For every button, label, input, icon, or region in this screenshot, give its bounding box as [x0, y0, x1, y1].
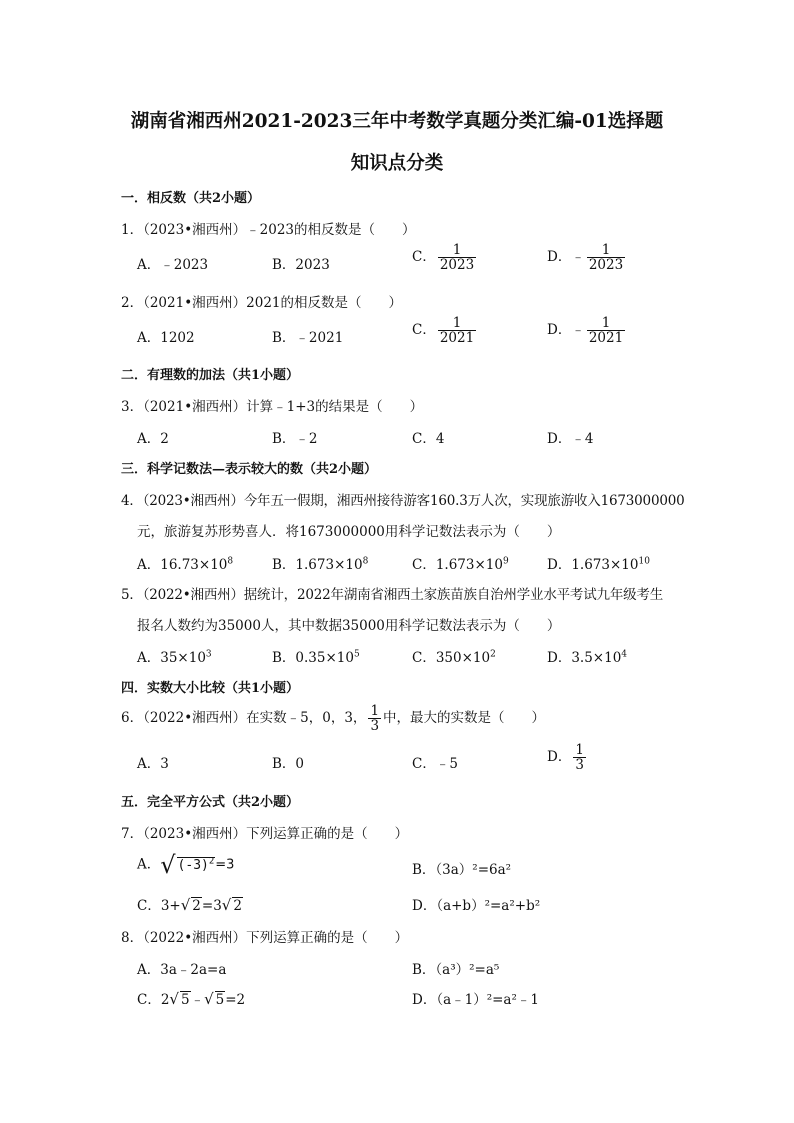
q4-option-d: D．$1.673\times 10^{10}$	[547, 556, 650, 573]
q1-option-a: A．﹣2023	[137, 257, 209, 273]
document-title-line1: 湖南省湘西州2021-2023三年中考数学真题分类汇编-01选择题	[130, 111, 664, 132]
q6-option-c: C．﹣5	[412, 756, 458, 772]
q2-option-b: B．﹣2021	[272, 330, 344, 346]
q8-option-c: C．2√ 5﹣√ 5=2	[137, 990, 246, 1008]
q4-option-b: B．$1.673\times 10^8$	[272, 556, 369, 573]
q8-option-d: D．（a﹣1）²=a²﹣1	[412, 992, 539, 1008]
q2-option-c: C． $\frac{1}{2021}$	[412, 315, 475, 347]
section-heading-1: 一．相反数（共2小题）	[121, 191, 261, 206]
q3-option-b: B．﹣2	[272, 431, 318, 447]
fraction: $\frac{1}{2021}$	[439, 315, 475, 347]
sqrt-icon: √	[169, 990, 179, 1008]
question-3-stem: 3．（2021•湘西州）计算﹣1+3的结果是（ ）	[121, 399, 424, 415]
q3-option-c: C．4	[412, 431, 445, 447]
section-heading-4: 四．实数大小比较（共1小题）	[121, 681, 300, 696]
q7-option-a: A．√ $(-3)^2=3$	[137, 851, 235, 879]
fraction: $\frac{1}{3}$	[575, 742, 584, 774]
q2-option-a: A．1202	[137, 330, 195, 346]
q5-option-a: A．$35\times 10^3$	[137, 649, 212, 666]
question-7-stem: 7．（2023•湘西州）下列运算正确的是（ ）	[121, 826, 409, 842]
question-5-stem-line2: 报名人数约为35000人，其中数据35000用科学记数法表示为（ ）	[137, 618, 561, 634]
q1-option-b: B．2023	[272, 257, 330, 273]
q1-option-c: C． $\frac{1}{2023}$	[412, 242, 475, 274]
q4-option-c: C．$1.673\times 10^9$	[412, 556, 509, 573]
sqrt-icon: √	[180, 896, 191, 914]
question-4-stem-line2: 元，旅游复苏形势喜人．将1673000000用科学记数法表示为（ ）	[137, 524, 561, 540]
q6-option-b: B．0	[272, 756, 305, 772]
q1-option-d: D．﹣ $\frac{1}{2023}$	[547, 242, 624, 274]
sqrt-icon: √	[160, 851, 176, 879]
fraction: $\frac{1}{3}$	[370, 703, 380, 735]
q6-option-a: A．3	[137, 756, 169, 772]
q7-option-c: C．3+√ 2=3√ 2	[137, 896, 242, 914]
q2-option-d: D．﹣ $\frac{1}{2021}$	[547, 315, 624, 347]
fraction: $\frac{1}{2023}$	[588, 242, 624, 274]
question-1-stem: 1．（2023•湘西州）﹣2023的相反数是（ ）	[121, 222, 416, 238]
q5-option-b: B．$0.35\times 10^5$	[272, 649, 360, 666]
section-heading-3: 三．科学记数法—表示较大的数（共2小题）	[121, 462, 378, 477]
section-heading-2: 二．有理数的加法（共1小题）	[121, 368, 300, 383]
q4-option-a: A．$16.73\times 10^8$	[137, 556, 234, 573]
q3-option-a: A．2	[137, 431, 169, 447]
q5-option-c: C．$350\times 10^2$	[412, 649, 496, 666]
section-heading-5: 五．完全平方公式（共2小题）	[121, 795, 300, 810]
q7-option-b: B．（3a）²=6a²	[412, 862, 512, 878]
question-5-stem-line1: 5．（2022•湘西州）据统计，2022年湖南省湘西土家族苗族自治州学业水平考试九年级考生	[121, 587, 664, 603]
q8-option-a: A．3a﹣2a=a	[137, 962, 227, 978]
fraction: $\frac{1}{2021}$	[588, 315, 624, 347]
q8-option-b: B．（a³）²=a⁵	[412, 962, 500, 978]
question-2-stem: 2．（2021•湘西州）2021的相反数是（ ）	[121, 295, 403, 311]
sqrt-icon: √	[221, 896, 232, 914]
q5-option-d: D．$3.5\times 10^4$	[547, 649, 628, 666]
document-title-line2: 知识点分类	[350, 153, 444, 174]
sqrt-icon: √	[204, 990, 214, 1008]
question-4-stem-line1: 4．（2023•湘西州）今年五一假期，湘西州接待游客160.3万人次，实现旅游收入1673000000	[121, 493, 685, 509]
q6-option-d: D． $\frac{1}{3}$	[547, 742, 584, 774]
q7-option-d: D．（a+b）²=a²+b²	[412, 898, 541, 914]
question-8-stem: 8．（2022•湘西州）下列运算正确的是（ ）	[121, 930, 409, 946]
q3-option-d: D．﹣4	[547, 431, 594, 447]
fraction: $\frac{1}{2023}$	[439, 242, 475, 274]
question-6-stem: 6．（2022•湘西州）在实数﹣5，0，3， $\frac{1}{3}$ 中，最大的实数是（ ）	[121, 703, 546, 735]
